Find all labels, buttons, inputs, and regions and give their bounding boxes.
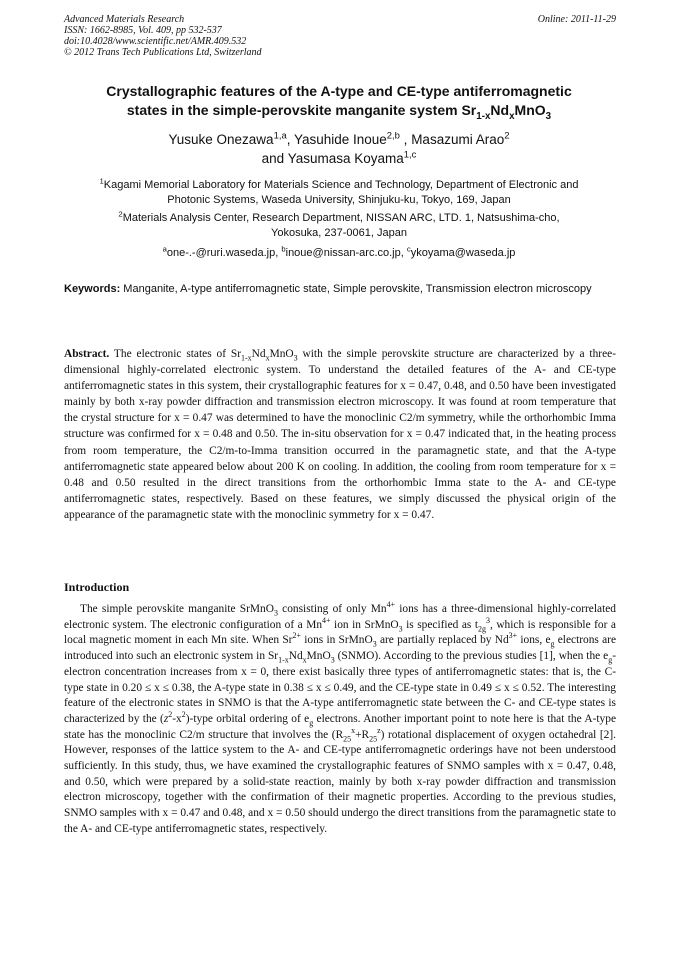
introduction-heading: Introduction: [64, 580, 130, 594]
author-inoue: Yasuhide Inoue: [293, 132, 387, 147]
title-line-2: states in the simple-perovskite manganite system $Sr_{1-x}Nd_xMnO_3$: [126, 102, 552, 122]
copyright-line: © 2012 Trans Tech Publications Ltd, Switzerland: [64, 47, 262, 58]
introduction-paragraph: The simple perovskite manganite SrMnO$_3$ consisting of only $Mn^{4+}$ ions has a three-dimensional highly-correlated electronic system. The electronic configuration of a $Mn^{4+}$ ion in SrMnO$_3$ is specified as $t_{2g}^3$, which is responsible for a local magnetic moment in each Mn site. When $Sr^{2+}$ ions in SrMnO$_3$ are partially replaced by $Nd^{3+}$ ions, $e_g$ electrons are introduced into such an electronic system in $Sr_{1-x}Nd_xMnO_3$ (SNMO). According to the previous studies [1], when the $e_g$-electron concentration increases from x = 0, there exist basically three types of antiferromagnetic states: that is, the C-type state in 0.20 ≤ x ≤ 0.38, the A-type state in 0.38 ≤ x ≤ 0.49, and the CE-type state in 0.49 ≤ x ≤ 0.52. The interesting feature of the electronic states in SNMO is that the A-type antiferromagnetic state between the C- and CE-type states is characterized by the $(z^2-x^2)$-type orbital ordering of $e_g$ electrons. Another important point to note here is that the A-type state has the monoclinic C2/m structure that involves the $(R_{25}^x+R_{25}^z)$ rotational displacement of oxygen octahedral [2]. However, responses of the lattice system to the A- and CE-type antiferromagnetic orderings have not been understood sufficiently. In this study, thus, we have examined the crystallographic features of SNMO samples with x = 0.47, 0.48, and 0.50, which were prepared by a solid-state reaction, mainly by both x-ray powder diffraction and transmission electron microscopy, together with the confirmation of their magnetic properties. According to the previous studies, SNMO samples with x = 0.47 and 0.48, and x = 0.50 should undergo the direct transitions from the paramagnetic state to the A- and CE-type antiferromagnetic states, respectively.: [64, 600, 617, 835]
affiliation-1: $^1$Kagami Memorial Laboratory for Materials Science and Technology, Department of Electronic and Photonic Systems, Waseda University, Shinjuku-ku, Tokyo, 169, Japan: [99, 176, 579, 206]
abstract-section: Abstract. The electronic states of $Sr_{1-x}Nd_xMnO_3$ with the simple perovskite structure are characterized by a three-dimensional highly-correlated electronic system. To understand the detailed features of the A- and CE-type antiferromagnetic states in this system, their crystallographic features for x = 0.47, 0.48, and 0.50 have been investigated mainly by both x-ray powder diffraction and transmission electron microscopy. It was found at room temperature that the crystal structure for x = 0.47 was determined to have the monoclinic C2/m symmetry, while the orthorhombic Imma structure was confirmed for x = 0.48 and 0.50. The in-situ observation for x = 0.47 indicated that, in the heating process from room temperature, the C2/m-to-Imma transition occurred in the paramagnetic state, and that the A-type antiferromagnetic state appeared below about 200 K on cooling. In addition, the cooling from room temperature for x = 0.48 and 0.50 resulted in the direct transitions from the orthorhombic Imma state to the A- and CE-type antiferromagnetic states, respectively. Based on these features, we simply discussed the physical origin of the appearance of the paramagnetic state with the monoclinic symmetry for x = 0.47.: [64, 348, 616, 521]
email-b: inoue@nissan-arc.co.jp,: [285, 247, 407, 259]
doi-line: doi:10.4028/www.scientific.net/AMR.409.532: [64, 36, 247, 47]
author-arao: Masazumi Arao: [411, 132, 505, 147]
abstract-label: Abstract.: [64, 348, 110, 360]
keywords-section: [64, 282, 616, 297]
email-a: one-.-@ruri.waseda.jp,: [166, 247, 282, 259]
author-line-2: and Yasumasa Koyama$^{1,c}$: [261, 149, 417, 166]
journal-name: Advanced Materials Research: [64, 14, 185, 25]
author-line-1: Yusuke Onezawa$^{1,a}$, Yasuhide Inoue$^{2,b}$ , Masazumi Arao$^2$: [168, 130, 510, 147]
author-list: [48, 130, 630, 168]
email-addresses: $^a$one-.-@ruri.waseda.jp, $^b$inoue@nissan-arc.co.jp, $^c$ykoyama@waseda.jp: [162, 244, 516, 259]
title-line-1: Crystallographic features of the A-type and CE-type antiferromagnetic: [106, 83, 572, 99]
issn-line: ISSN: 1662-8985, Vol. 409, pp 532-537: [64, 25, 222, 36]
keywords-text: Manganite, A-type antiferromagnetic state, Simple perovskite, Transmission electron microscopy: [120, 283, 592, 295]
journal-header: [64, 14, 616, 58]
online-date: Online: 2011-11-29: [537, 14, 616, 25]
keywords-label: Keywords:: [64, 283, 121, 295]
affiliation-2: $^2$Materials Analysis Center, Research Department, NISSAN ARC, LTD. 1, Natsushima-cho, Yokosuka, 237-0061, Japan: [118, 209, 560, 239]
email-c: ykoyama@waseda.jp: [410, 247, 516, 259]
author-koyama: Yasumasa Koyama: [287, 151, 404, 166]
author-onezawa: Yusuke Onezawa: [168, 132, 274, 147]
paper-title: [48, 82, 630, 120]
